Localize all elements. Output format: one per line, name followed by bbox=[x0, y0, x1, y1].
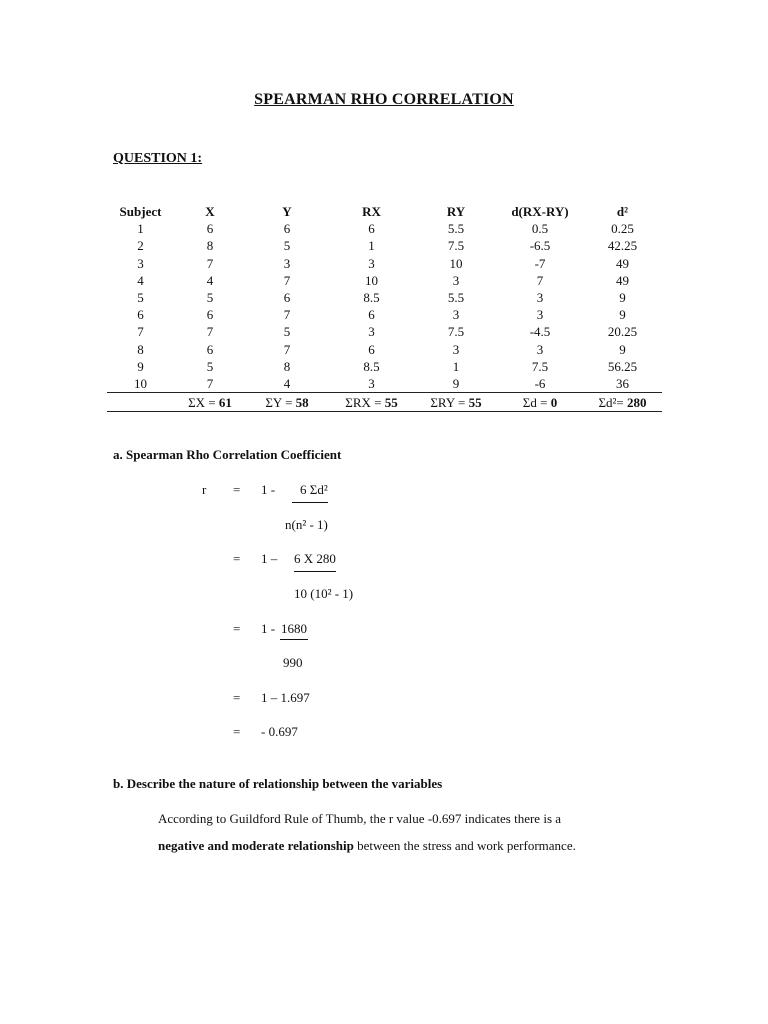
cell-d: -7 bbox=[534, 255, 546, 271]
header-rx: RX bbox=[362, 204, 381, 220]
cell-ry: 7.5 bbox=[447, 324, 465, 340]
conclusion-line-2 bbox=[158, 832, 678, 859]
cell-d-squared: 56.25 bbox=[607, 358, 638, 374]
cell-d: 7 bbox=[536, 272, 544, 288]
equals-sign: = bbox=[233, 482, 241, 497]
cell-rx: 6 bbox=[368, 221, 375, 237]
cell-d: 3 bbox=[536, 341, 544, 357]
cell-rx: 1 bbox=[368, 238, 375, 254]
cell-d-squared: 0.25 bbox=[611, 221, 634, 237]
cell-x: 6 bbox=[206, 307, 214, 323]
cell-subject: 7 bbox=[137, 324, 144, 340]
cell-y: 8 bbox=[283, 358, 291, 374]
cell-d-squared: 9 bbox=[619, 341, 626, 357]
fraction-bar bbox=[294, 571, 336, 572]
sum-label: Σd = bbox=[522, 394, 551, 410]
data-table bbox=[107, 203, 662, 412]
cell-d-squared: 49 bbox=[616, 255, 629, 271]
cell-y: 6 bbox=[283, 221, 291, 237]
cell-rx: 3 bbox=[368, 375, 375, 391]
conclusion-paragraph bbox=[158, 805, 678, 859]
header-x: X bbox=[205, 204, 215, 220]
sum-row bbox=[107, 393, 662, 412]
cell-rx: 10 bbox=[365, 272, 378, 288]
step3-prefix: 1 - bbox=[261, 621, 276, 636]
cell-rx: 6 bbox=[368, 307, 375, 323]
result-value: - 0.697 bbox=[261, 724, 298, 739]
cell-y: 3 bbox=[283, 255, 291, 271]
cell-y: 7 bbox=[283, 307, 291, 323]
cell-ry: 10 bbox=[449, 255, 463, 271]
cell-ry: 3 bbox=[452, 272, 460, 288]
equals-sign: = bbox=[233, 724, 241, 739]
sum-label: Σd²= bbox=[598, 394, 628, 410]
cell-y: 5 bbox=[283, 324, 291, 340]
sum-value: 55 bbox=[384, 394, 398, 410]
sum-rx bbox=[328, 393, 415, 412]
cell-subject: 5 bbox=[137, 290, 144, 306]
step4-expression: 1 – 1.697 bbox=[261, 690, 310, 705]
cell-d: 3 bbox=[536, 307, 544, 323]
cell-ry: 9 bbox=[452, 375, 460, 391]
equals-sign: = bbox=[233, 551, 241, 566]
step1-numerator: 6 Σd² bbox=[300, 482, 328, 497]
cell-x: 6 bbox=[206, 221, 214, 237]
step2-numerator: 6 X 280 bbox=[294, 551, 336, 566]
cell-ry: 5.5 bbox=[447, 221, 465, 237]
cell-x: 7 bbox=[206, 255, 214, 271]
step3-numerator: 1680 bbox=[281, 621, 307, 636]
sum-x bbox=[174, 393, 246, 412]
cell-ry: 7.5 bbox=[447, 238, 465, 254]
conclusion-line-1: According to Guildford Rule of Thumb, the r value -0.697 indicates there is a bbox=[158, 811, 562, 826]
cell-ry: 1 bbox=[452, 358, 460, 374]
cell-y: 5 bbox=[283, 238, 291, 254]
sum-label: ΣRX = bbox=[345, 394, 385, 410]
cell-y: 4 bbox=[283, 375, 291, 391]
section-b-heading: b. Describe the nature of relationship between the variables bbox=[113, 776, 443, 791]
cell-d-squared: 36 bbox=[616, 375, 629, 391]
cell-x: 7 bbox=[206, 324, 214, 340]
sum-value: 280 bbox=[627, 394, 647, 410]
fraction-bar bbox=[280, 639, 308, 640]
cell-d: -6 bbox=[534, 375, 546, 391]
conclusion-bold: negative and moderate relationship bbox=[158, 838, 354, 853]
cell-rx: 3 bbox=[368, 324, 375, 340]
cell-x: 5 bbox=[206, 358, 214, 374]
sum-blank bbox=[107, 393, 174, 412]
cell-x: 6 bbox=[206, 341, 214, 357]
table-row bbox=[107, 306, 662, 323]
table-row bbox=[107, 272, 662, 289]
cell-ry: 3 bbox=[452, 341, 460, 357]
cell-d: 0.5 bbox=[531, 221, 549, 237]
header-subject: Subject bbox=[119, 204, 162, 220]
cell-y: 6 bbox=[283, 290, 291, 306]
header-d-squared: d² bbox=[616, 204, 629, 220]
page-title: SPEARMAN RHO CORRELATION bbox=[254, 91, 514, 108]
cell-d: -6.5 bbox=[529, 238, 551, 254]
table-header-row bbox=[107, 203, 662, 220]
table-row bbox=[107, 358, 662, 375]
cell-d-squared: 9 bbox=[619, 290, 626, 306]
sum-value: 0 bbox=[550, 394, 558, 410]
conclusion-rest: between the stress and work performance. bbox=[353, 838, 576, 853]
cell-subject: 6 bbox=[137, 307, 144, 323]
sum-ry bbox=[415, 393, 497, 412]
sum-label: ΣRY = bbox=[430, 394, 469, 410]
r-symbol: r bbox=[202, 482, 207, 497]
sum-value: 55 bbox=[468, 394, 482, 410]
cell-subject: 1 bbox=[137, 221, 144, 237]
cell-ry: 3 bbox=[452, 307, 460, 323]
fraction-bar bbox=[292, 502, 328, 503]
question-heading: QUESTION 1: bbox=[113, 151, 203, 166]
cell-x: 5 bbox=[206, 290, 214, 306]
table-row bbox=[107, 255, 662, 272]
cell-subject: 8 bbox=[137, 341, 144, 357]
sum-d-squared bbox=[583, 393, 662, 412]
step3-denominator: 990 bbox=[283, 655, 303, 670]
sum-d bbox=[497, 393, 583, 412]
cell-x: 4 bbox=[206, 272, 214, 288]
cell-subject: 9 bbox=[137, 358, 144, 374]
cell-rx: 6 bbox=[368, 341, 375, 357]
step1-denominator: n(n² - 1) bbox=[285, 517, 328, 532]
cell-y: 7 bbox=[283, 341, 291, 357]
step1-prefix: 1 - bbox=[261, 482, 276, 497]
cell-subject: 4 bbox=[137, 272, 144, 288]
cell-d-squared: 42.25 bbox=[607, 238, 638, 254]
header-y: Y bbox=[282, 204, 292, 220]
table-row bbox=[107, 375, 662, 393]
equals-sign: = bbox=[233, 690, 241, 705]
cell-d-squared: 9 bbox=[619, 307, 626, 323]
table-row bbox=[107, 220, 662, 237]
step2-prefix: 1 – bbox=[261, 551, 278, 566]
section-a-heading: a. Spearman Rho Correlation Coefficient bbox=[113, 447, 342, 462]
cell-d: 3 bbox=[536, 290, 544, 306]
cell-d: -4.5 bbox=[529, 324, 551, 340]
cell-d-squared: 20.25 bbox=[607, 324, 638, 340]
cell-rx: 8.5 bbox=[363, 290, 380, 306]
sum-label: ΣY = bbox=[265, 394, 296, 410]
step2-denominator: 10 (10² - 1) bbox=[294, 586, 354, 601]
cell-subject: 10 bbox=[134, 375, 147, 391]
cell-rx: 3 bbox=[368, 255, 375, 271]
table-row bbox=[107, 237, 662, 254]
cell-subject: 3 bbox=[137, 255, 144, 271]
cell-y: 7 bbox=[283, 272, 291, 288]
table-row bbox=[107, 341, 662, 358]
cell-subject: 2 bbox=[137, 238, 144, 254]
sum-value: 58 bbox=[295, 394, 309, 410]
sum-value: 61 bbox=[218, 394, 232, 410]
cell-x: 7 bbox=[206, 375, 214, 391]
header-ry: RY bbox=[446, 204, 466, 220]
equals-sign: = bbox=[233, 621, 241, 636]
cell-d: 7.5 bbox=[531, 358, 549, 374]
sum-y bbox=[246, 393, 328, 412]
table-row bbox=[107, 289, 662, 306]
cell-x: 8 bbox=[206, 238, 214, 254]
header-d: d(RX-RY) bbox=[511, 204, 569, 220]
cell-ry: 5.5 bbox=[447, 290, 465, 306]
table-row bbox=[107, 323, 662, 340]
sum-label: ΣX = bbox=[188, 394, 219, 410]
cell-rx: 8.5 bbox=[363, 358, 380, 374]
cell-d-squared: 49 bbox=[616, 272, 629, 288]
